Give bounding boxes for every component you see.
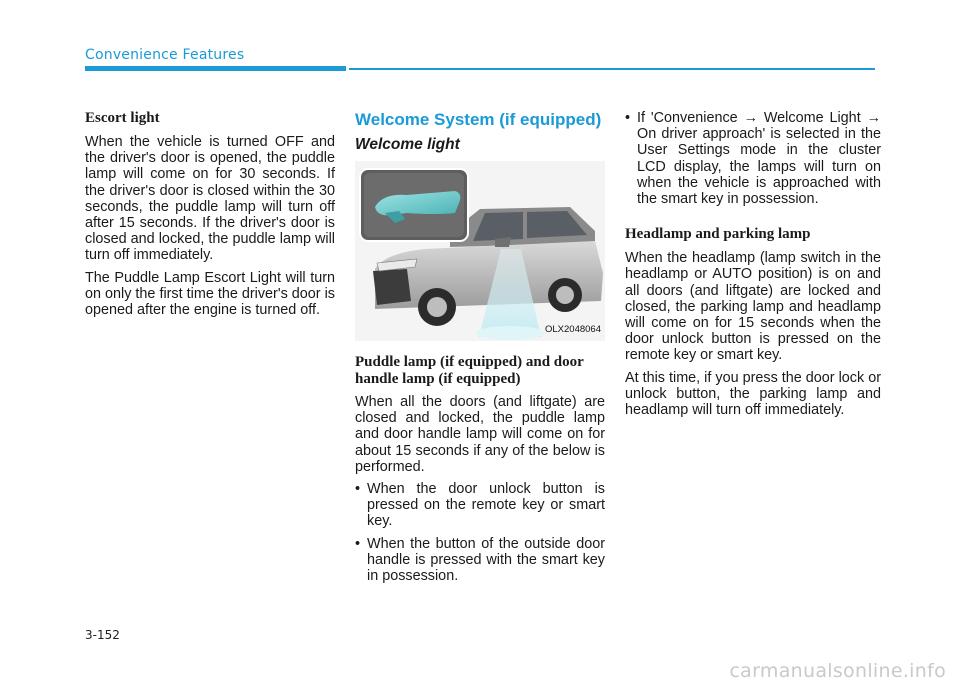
headlamp-paragraph-2: At this time, if you press the door lock or unlock button, the parking lamp and headlamp will turn off immediately. (625, 369, 881, 419)
escort-paragraph-1: When the vehicle is turned OFF and the driver's door is opened, the puddle lamp will come on for 30 seconds. If the driver's door is closed within the 30 seconds, the puddle lamp will turn off after 15 seconds. If the driver's door is closed and locked, the puddle lamp will turn off immediately. (85, 134, 335, 264)
list-item (355, 481, 605, 530)
list-item (355, 536, 605, 585)
column-left (85, 110, 335, 318)
bullet-icon: • (355, 535, 361, 552)
list-item (625, 110, 881, 207)
bullet-text: If 'Convenience → Welcome Light → On driver approach' is selected in the User Settings mode in the cluster LCD display, the lamps will turn on when the vehicle is approached with the smart key in possession. (637, 110, 881, 208)
figure-code: OLX2048064 (545, 323, 601, 335)
escort-heading: Escort light (85, 110, 160, 126)
section-title: Convenience Features (85, 47, 245, 63)
column-middle (355, 110, 605, 584)
header-rule-thin (349, 68, 875, 70)
bullet-text: When the door unlock button is pressed on the remote key or smart key. (367, 481, 605, 530)
bullet-text: When the button of the outside door handle is pressed with the smart key in possession. (367, 535, 605, 585)
car-door-handle-illustration-icon (355, 161, 605, 341)
bullet-icon: • (355, 481, 361, 498)
escort-paragraph-2: The Puddle Lamp Escort Light will turn on only the first time the driver's door is opened after the engine is turned off. (85, 269, 335, 319)
page-number: 3-152 (85, 628, 120, 642)
welcome-subheading: Welcome light (355, 136, 460, 153)
puddle-paragraph: When all the doors (and liftgate) are closed and locked, the puddle lamp and door handle lamp will come on for about 15 seconds if any of the below is performed. (355, 394, 605, 475)
puddle-heading: Puddle lamp (if equipped) and door handle lamp (if equipped) (355, 354, 584, 387)
watermark: carmanualsonline.info (729, 660, 946, 682)
header-rule-thick (85, 66, 346, 71)
headlamp-heading: Headlamp and parking lamp (625, 226, 811, 243)
column-right (625, 110, 881, 418)
bullet-icon: • (625, 110, 631, 126)
welcome-heading: Welcome System (if equipped) (355, 110, 602, 129)
welcome-light-figure (355, 161, 605, 341)
headlamp-paragraph-1: When the headlamp (lamp switch in the headlamp or AUTO position) is on and all doors (and liftgate) are locked and closed, the parking lamp and headlamp will come on for 15 seconds when the door unlock button is pressed on the remote key or smart key. (625, 250, 881, 364)
